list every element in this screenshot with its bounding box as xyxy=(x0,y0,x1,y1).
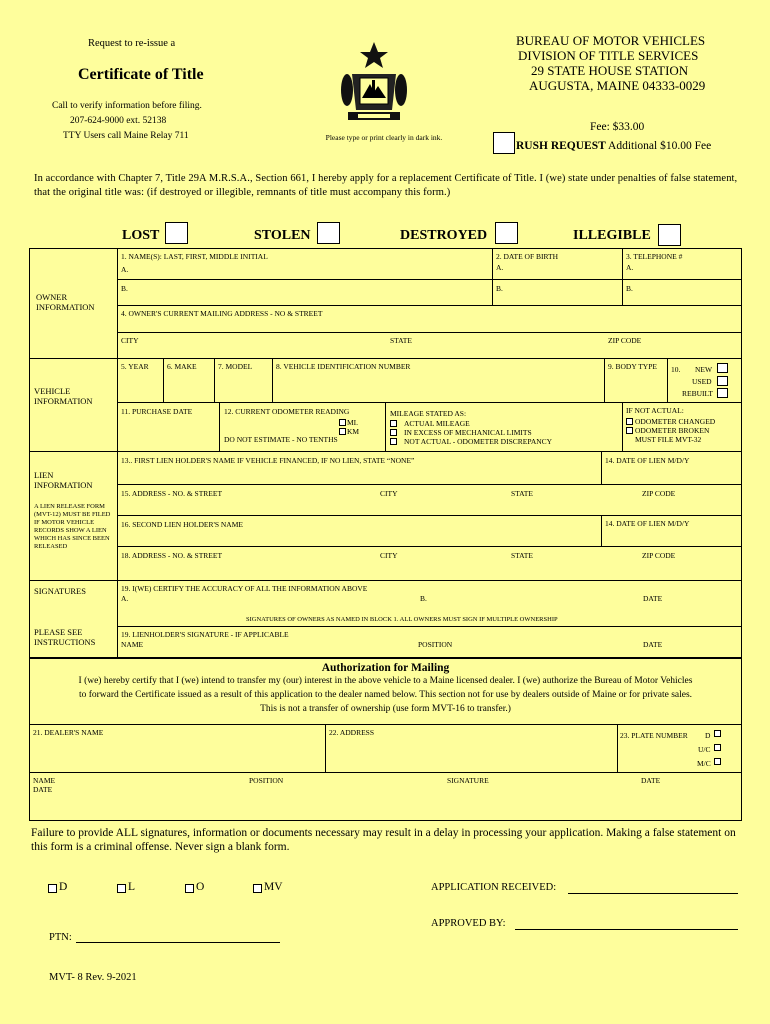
plate-d-checkbox[interactable] xyxy=(714,730,721,737)
owner-name-b-input[interactable] xyxy=(135,282,485,302)
owner-city-label: CITY xyxy=(121,336,139,345)
new-label: NEW xyxy=(695,365,713,374)
used-checkbox[interactable] xyxy=(717,376,728,386)
stolen-label: STOLEN xyxy=(254,228,311,243)
ptn-line[interactable] xyxy=(76,942,280,943)
phone-number: 207-624-9000 ext. 52138 xyxy=(70,116,167,126)
km-checkbox[interactable] xyxy=(339,428,346,435)
model-label: 7. MODEL xyxy=(218,362,253,371)
used-label: USED xyxy=(692,377,712,386)
year-label: 5. YEAR xyxy=(121,362,149,371)
owner-section-label: OWNER INFORMATION xyxy=(36,292,95,312)
dob-label: 2. DATE OF BIRTH xyxy=(496,252,559,261)
certify-label: 19. I(WE) CERTIFY THE ACCURACY OF ALL THE INFORMATION ABOVE xyxy=(121,584,368,593)
rebuilt-checkbox[interactable] xyxy=(717,388,728,398)
plate-number-label: 23. PLATE NUMBER xyxy=(620,731,688,740)
rush-request-text: RUSH REQUEST Additional $10.00 Fee xyxy=(516,140,712,152)
destroyed-checkbox[interactable] xyxy=(495,222,518,244)
state-seal-icon xyxy=(338,40,410,126)
office-d-checkbox[interactable] xyxy=(48,884,57,893)
dealer-address-label: 22. ADDRESS xyxy=(329,728,375,737)
rush-request-checkbox[interactable] xyxy=(493,132,515,154)
mailing-address-label: 4. OWNER'S CURRENT MAILING ADDRESS - NO & STREET xyxy=(121,309,323,318)
mailing-address-input[interactable] xyxy=(121,319,736,331)
division-name: DIVISION OF TITLE SERVICES xyxy=(518,48,699,63)
mailing-title: Authorization for Mailing xyxy=(321,662,450,674)
dealer-name-label: 21. DEALER'S NAME xyxy=(33,728,104,737)
owner-name-a-input[interactable] xyxy=(135,262,485,277)
print-note: Please type or print clearly in dark ink. xyxy=(325,133,443,142)
certificate-title: Certificate of Title xyxy=(78,66,204,83)
signatures-section-label: SIGNATURES xyxy=(34,586,86,596)
approved-by-label: APPROVED BY: xyxy=(431,918,506,929)
not-actual-checkbox[interactable] xyxy=(390,438,397,445)
ptn-label: PTN: xyxy=(49,932,72,943)
odometer-broken-checkbox[interactable] xyxy=(626,427,633,434)
if-not-actual-label: IF NOT ACTUAL: xyxy=(626,406,684,415)
lien-address-18-label: 18. ADDRESS - NO. & STREET xyxy=(121,551,223,560)
lien-date-17-label: 14. DATE OF LIEN M/D/Y xyxy=(605,519,690,528)
stolen-checkbox[interactable] xyxy=(317,222,340,244)
purchase-date-label: 11. PURCHASE DATE xyxy=(121,407,193,416)
warning-text: Failure to provide ALL signatures, information or documents necessary may result in a delay in processing your application. Making a false statement on this form is a criminal offense. Never sign a blank form. xyxy=(31,827,736,853)
no-tenths-note: DO NOT ESTIMATE - NO TENTHS xyxy=(224,435,338,444)
fee-text: Fee: $33.00 xyxy=(590,121,645,133)
odometer-changed-checkbox[interactable] xyxy=(626,418,633,425)
vin-label: 8. VEHICLE IDENTIFICATION NUMBER xyxy=(276,362,411,371)
verify-text: Call to verify information before filing. xyxy=(52,101,202,111)
station-address: 29 STATE HOUSE STATION xyxy=(531,63,689,78)
see-instructions-label: PLEASE SEE INSTRUCTIONS xyxy=(34,627,96,647)
mi-checkbox[interactable] xyxy=(339,419,346,426)
application-received-label: APPLICATION RECEIVED: xyxy=(431,882,557,893)
owner-names-label: 1. NAME(S): LAST, FIRST, MIDDLE INITIAL xyxy=(121,252,268,261)
office-o-checkbox[interactable] xyxy=(185,884,194,893)
new-checkbox[interactable] xyxy=(717,363,728,373)
plate-uc-checkbox[interactable] xyxy=(714,744,721,751)
lien-release-note: A LIEN RELEASE FORM (MVT-12) MUST BE FILED IF MOTOR VEHICLE RECORDS SHOW A LIEN WHICH HAS SINCE BEEN RELEASED xyxy=(34,503,111,550)
odometer-label: 12. CURRENT ODOMETER READING xyxy=(224,407,350,416)
owner-state-label: STATE xyxy=(390,336,412,345)
mileage-stated-label: MILEAGE STATED AS: xyxy=(390,409,467,418)
owner-signature-a[interactable] xyxy=(135,592,405,612)
excess-mileage-checkbox[interactable] xyxy=(390,429,397,436)
first-lien-label: 13.. FIRST LIEN HOLDER'S NAME IF VEHICLE FINANCED, IF NO LIEN, STATE “NONE” xyxy=(121,456,415,465)
plate-mc-checkbox[interactable] xyxy=(714,758,721,765)
lien-address-15-label: 15. ADDRESS - NO. & STREET xyxy=(121,489,223,498)
office-l-checkbox[interactable] xyxy=(117,884,126,893)
second-lien-label: 16. SECOND LIEN HOLDER'S NAME xyxy=(121,520,243,529)
rebuilt-label: REBUILT xyxy=(682,389,713,398)
bureau-name: BUREAU OF MOTOR VEHICLES xyxy=(516,33,706,48)
application-received-line[interactable] xyxy=(568,893,738,894)
approved-by-line[interactable] xyxy=(515,929,738,930)
dealer-name-date-label: NAME DATE xyxy=(33,776,56,794)
first-lien-input[interactable] xyxy=(121,467,596,482)
form-revision: MVT- 8 Rev. 9-2021 xyxy=(49,972,137,983)
office-mv-checkbox[interactable] xyxy=(253,884,262,893)
lost-label: LOST xyxy=(122,228,160,243)
owners-signature-note: SIGNATURES OF OWNERS AS NAMED IN BLOCK 1. ALL OWNERS MUST SIGN IF MULTIPLE OWNERSHIP xyxy=(246,616,558,623)
make-label: 6. MAKE xyxy=(167,362,197,371)
lien-section-label: LIEN INFORMATION xyxy=(34,470,93,490)
illegible-checkbox[interactable] xyxy=(658,224,681,246)
owner-zip-label: ZIP CODE xyxy=(608,336,642,345)
vehicle-section-label: VEHICLE INFORMATION xyxy=(34,386,93,406)
request-text: Request to re-issue a xyxy=(88,38,176,49)
actual-mileage-checkbox[interactable] xyxy=(390,420,397,427)
lost-checkbox[interactable] xyxy=(165,222,188,244)
tty-text: TTY Users call Maine Relay 711 xyxy=(63,131,189,141)
lienholder-signature-label: 19. LIENHOLDER'S SIGNATURE - IF APPLICABLE xyxy=(121,630,289,639)
city-address: AUGUSTA, MAINE 04333-0029 xyxy=(529,78,706,93)
body-type-label: 9. BODY TYPE xyxy=(608,362,657,371)
owner-signature-b[interactable] xyxy=(432,592,632,612)
destroyed-label: DESTROYED xyxy=(400,228,488,243)
intro-statement: In accordance with Chapter 7, Title 29A M.R.S.A., Section 661, I hereby apply for a replacement Certificate of Title. I (we) state under penalties of false statement, that the original title was: (if destroyed or illegible, remnants of title must accompany this form.) xyxy=(34,173,738,198)
illegible-label: ILLEGIBLE xyxy=(573,228,651,243)
telephone-label: 3. TELEPHONE # xyxy=(626,252,683,261)
lien-date-14-label: 14. DATE OF LIEN M/D/Y xyxy=(605,456,690,465)
